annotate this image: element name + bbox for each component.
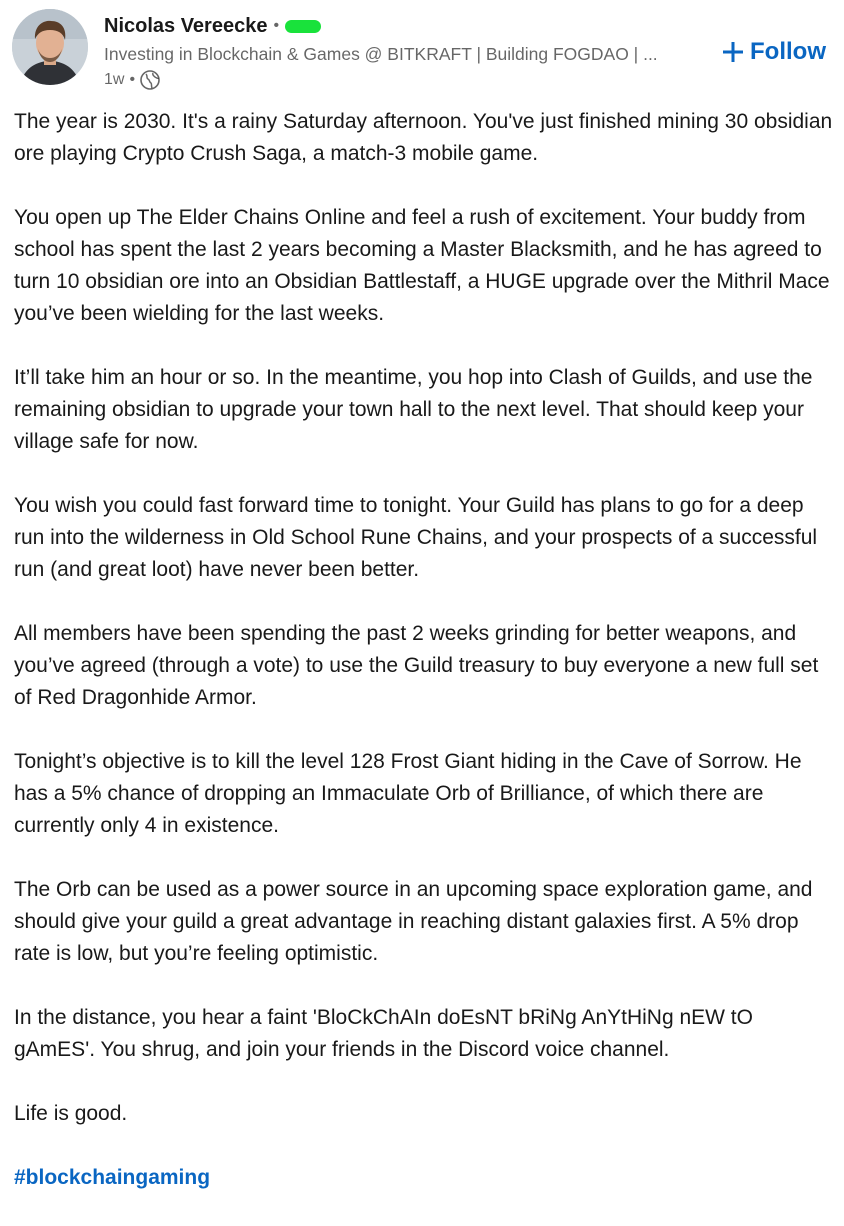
hashtag-line xyxy=(14,1162,836,1194)
post-paragraph: Tonight’s objective is to kill the level 128 Frost Giant hiding in the Cave of Sorrow. He has a 5% chance of dropping an Immaculate Orb of Brilliance, of which there are currently only 4 in existence. xyxy=(14,750,802,837)
post-body xyxy=(14,106,836,1226)
name-separator: • xyxy=(273,17,280,34)
redacted-connection-badge xyxy=(285,20,321,33)
post-paragraph: The year is 2030. It's a rainy Saturday afternoon. You've just finished mining 30 obsidian ore playing Crypto Crush Saga, a match-3 mobile game. xyxy=(14,110,833,165)
follow-button[interactable] xyxy=(718,34,830,70)
post-meta xyxy=(104,69,160,91)
post-paragraph: You wish you could fast forward time to tonight. Your Guild has plans to go for a deep run into the wilderness in Old School Rune Chains, and your prospects of a successful run (and great loot) have never been better. xyxy=(14,494,818,581)
plus-icon xyxy=(722,41,744,63)
post-paragraph: The Orb can be used as a power source in an upcoming space exploration game, and should give your guild a great advantage in reaching distant galaxies first. A 5% drop rate is low, but you’re feeling optimistic. xyxy=(14,878,813,965)
author-headline: Investing in Blockchain & Games @ BITKRAFT | Building FOGDAO | ... xyxy=(104,44,658,64)
post-paragraph: All members have been spending the past 2 weeks grinding for better weapons, and you’ve agreed (through a vote) to use the Guild treasury to buy everyone a new full set of Red Dragonhide Armor. xyxy=(14,622,819,709)
author-name[interactable]: Nicolas Vereecke xyxy=(104,14,268,37)
post-paragraph: Life is good. xyxy=(14,1102,128,1125)
post-paragraph: You open up The Elder Chains Online and feel a rush of excitement. Your buddy from school has spent the last 2 years becoming a Master Blacksmith, and he has agreed to turn 10 obsidian ore into an Obsidian Battlestaff, a HUGE upgrade over the Mithril Mace you’ve been wielding for the last weeks. xyxy=(14,206,830,325)
follow-label: Follow xyxy=(750,38,826,65)
globe-icon xyxy=(140,70,160,90)
post-header xyxy=(0,0,844,100)
avatar-photo-icon xyxy=(12,9,88,85)
author-name-row xyxy=(104,13,321,39)
post-paragraph: It’ll take him an hour or so. In the meantime, you hop into Clash of Guilds, and use the remaining obsidian to upgrade your town hall to the next level. That should keep your village safe for now. xyxy=(14,366,813,453)
hashtag-link[interactable]: #blockchaingaming xyxy=(14,1166,211,1189)
meta-separator: • xyxy=(129,71,136,88)
post-paragraph: In the distance, you hear a faint 'BloCkChAIn doEsNT bRiNg AnYtHiNg nEW tO gAmES'. You shrug, and join your friends in the Discord voice channel. xyxy=(14,1006,753,1061)
post-time[interactable]: 1w xyxy=(104,71,125,88)
avatar[interactable] xyxy=(12,9,88,85)
